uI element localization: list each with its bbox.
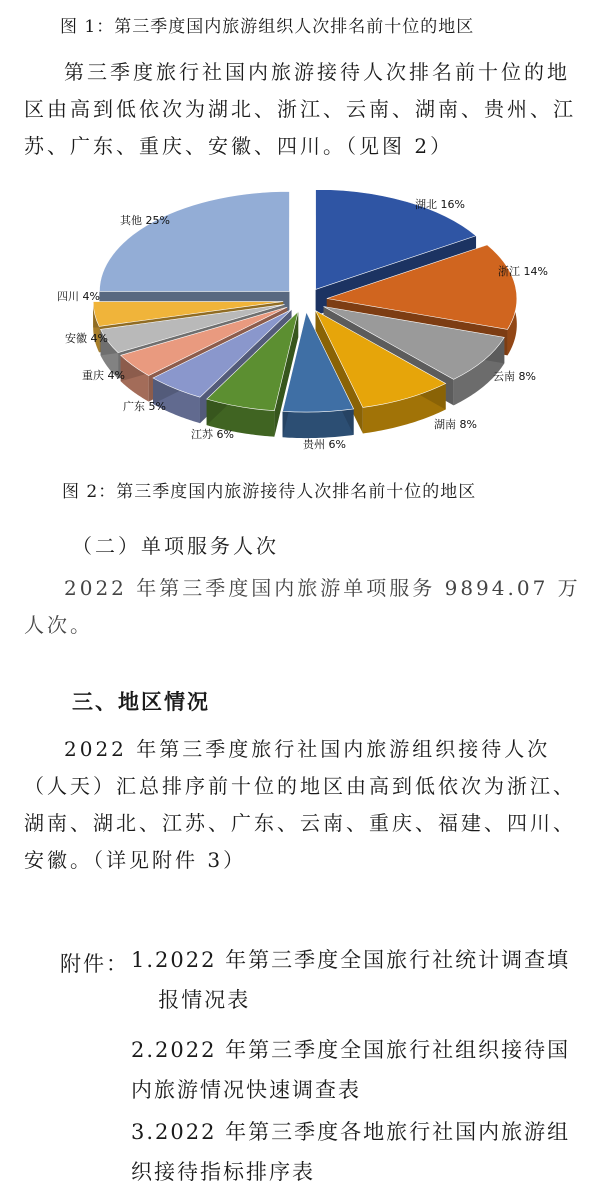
pie-label: 江苏 6% bbox=[191, 428, 234, 441]
pie-slice-side bbox=[283, 409, 354, 438]
pie-label: 湖南 8% bbox=[434, 418, 477, 431]
pie-label: 贵州 6% bbox=[303, 438, 346, 451]
pie-slice bbox=[99, 191, 289, 317]
attachment-item-3 bbox=[131, 1112, 591, 1192]
pie-label: 其他 25% bbox=[120, 214, 170, 227]
pie-chart bbox=[20, 190, 580, 460]
paragraph-region-ranking bbox=[24, 731, 584, 879]
figure-1-caption: 图 1：第三季度国内旅游组织人次排名前十位的地区 bbox=[60, 17, 475, 37]
attachment-item-2 bbox=[131, 1030, 591, 1110]
pie-label: 重庆 4% bbox=[82, 369, 125, 382]
section-3-heading: 三、地区情况 bbox=[72, 690, 210, 714]
pie-label: 四川 4% bbox=[57, 290, 100, 303]
attachment-text: 2.2022 年第三季度全国旅行社组织接待国内旅游情况快速调查表 bbox=[131, 1038, 571, 1102]
pie-label: 湖北 16% bbox=[415, 198, 465, 211]
pie-slice-top bbox=[99, 191, 289, 291]
attachment-text: 1.2022 年第三季度全国旅行社统计调查填报情况表 bbox=[131, 948, 571, 1012]
attachment-item-1 bbox=[131, 940, 591, 1020]
attachment-text: 3.2022 年第三季度各地旅行社国内旅游组织接待指标排序表 bbox=[131, 1120, 571, 1184]
pie-label: 浙江 14% bbox=[498, 265, 548, 278]
paragraph-top-ten-reception bbox=[24, 54, 584, 165]
subsection-heading: （二）单项服务人次 bbox=[72, 534, 279, 558]
paragraph-single-service bbox=[24, 570, 584, 644]
pie-label: 云南 8% bbox=[493, 370, 536, 383]
figure-2-caption: 图 2：第三季度国内旅游接待人次排名前十位的地区 bbox=[62, 482, 477, 502]
paragraph-text: 第三季度旅行社国内旅游接待人次排名前十位的地区由高到低依次为湖北、浙江、云南、湖南、贵州、江苏、广东、重庆、安徽、四川。（见图 2） bbox=[24, 60, 576, 158]
pie-label: 广东 5% bbox=[123, 400, 166, 413]
attachments-label: 附件： bbox=[60, 952, 129, 976]
paragraph-text: 2022 年第三季度国内旅游单项服务 9894.07 万人次。 bbox=[24, 576, 581, 637]
pie-label: 安徽 4% bbox=[65, 332, 108, 345]
paragraph-text: 2022 年第三季度旅行社国内旅游组织接待人次（人天）汇总排序前十位的地区由高到低依次为浙江、湖南、湖北、江苏、广东、云南、重庆、福建、四川、安徽。（详见附件 3） bbox=[24, 737, 576, 872]
